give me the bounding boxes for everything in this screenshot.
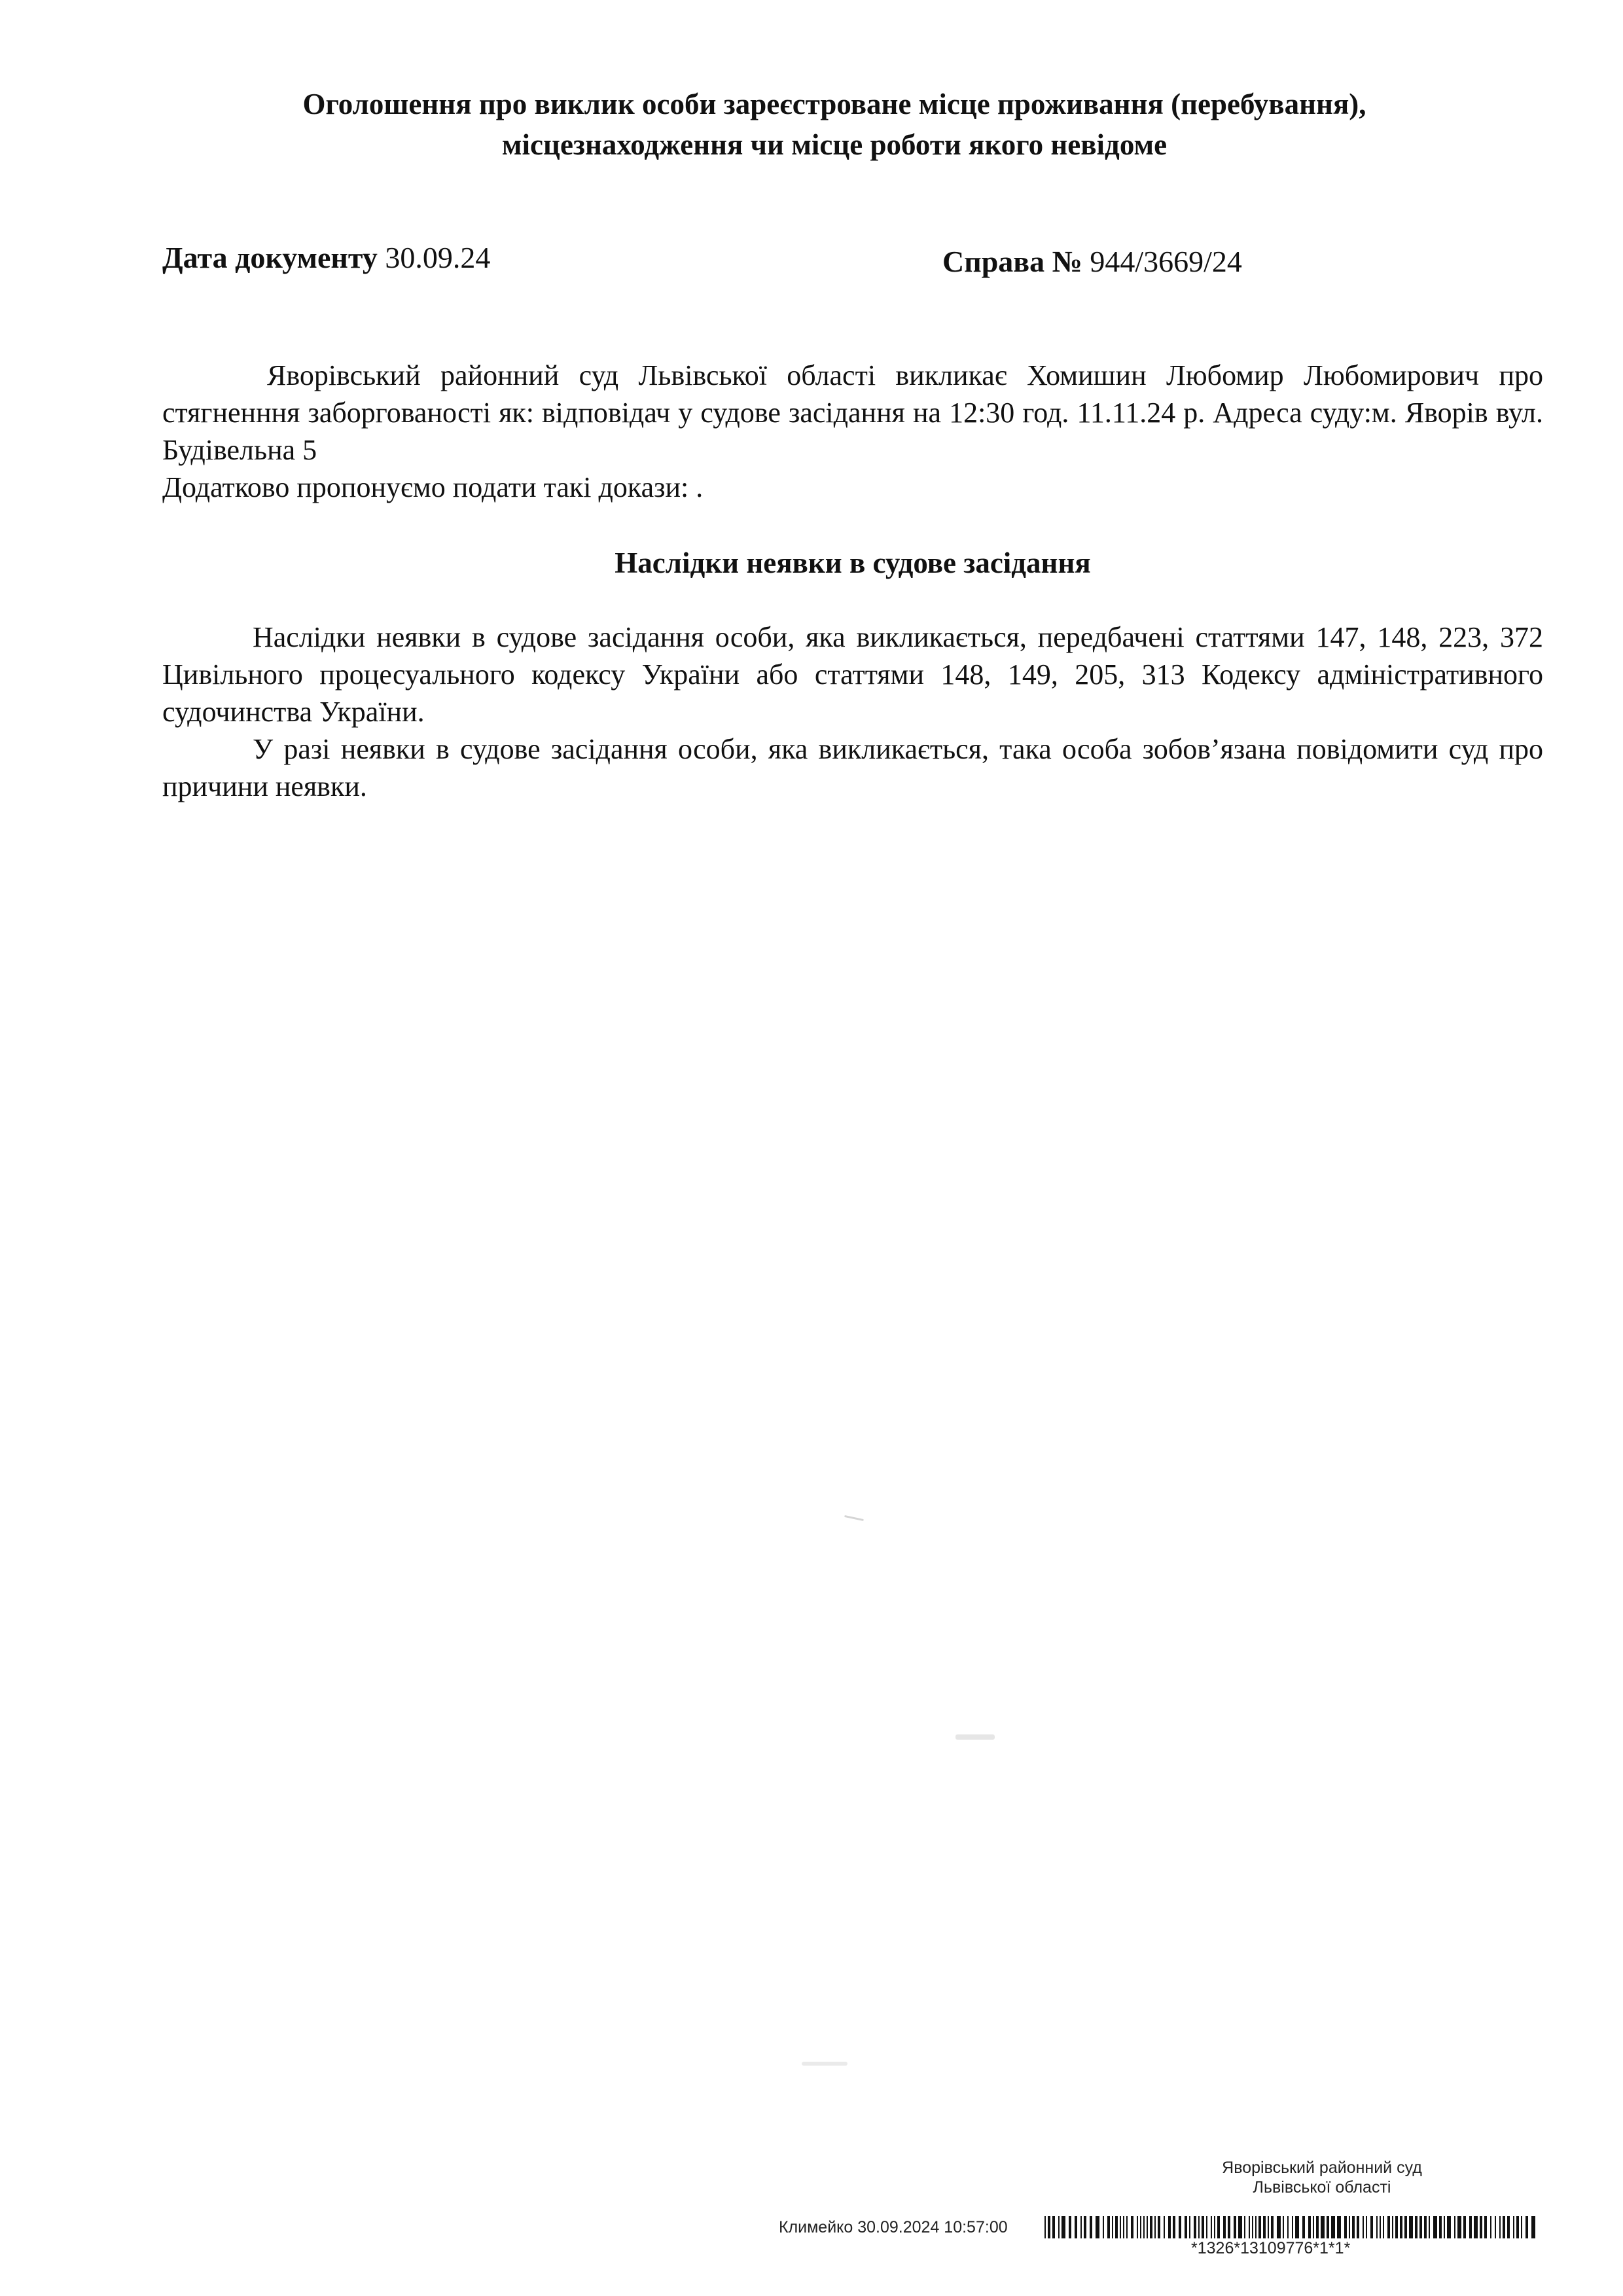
barcode-bar <box>1158 2216 1160 2238</box>
barcode-bar <box>1044 2216 1046 2238</box>
barcode-bar <box>1214 2216 1215 2238</box>
barcode-bar <box>1295 2216 1299 2238</box>
case-label: Справа № <box>942 245 1082 278</box>
case-value: 944/3669/24 <box>1090 245 1242 278</box>
barcode-bar <box>1499 2216 1501 2238</box>
barcode-bar <box>1383 2216 1384 2238</box>
barcode-bar <box>1123 2216 1124 2238</box>
scan-smudge <box>955 1734 995 1740</box>
barcode-bar <box>1480 2216 1482 2238</box>
barcode-bar <box>1140 2216 1141 2238</box>
barcode-bar <box>1313 2216 1314 2238</box>
barcode-bar <box>1131 2216 1133 2238</box>
barcode-bar <box>1069 2216 1071 2238</box>
barcode-bar <box>1112 2216 1113 2238</box>
barcode-bar <box>1115 2216 1118 2238</box>
barcode-bar <box>1344 2216 1347 2238</box>
barcode-bar <box>1349 2216 1350 2238</box>
barcode-bar <box>1507 2216 1510 2238</box>
barcode-bar <box>1484 2216 1487 2238</box>
barcode-bar <box>1271 2216 1274 2238</box>
barcode-bar <box>1217 2216 1220 2238</box>
barcode-bar <box>1075 2216 1077 2238</box>
barcode-bar <box>1252 2216 1253 2238</box>
barcode-bar <box>1147 2216 1148 2238</box>
barcode-bar <box>1255 2216 1257 2238</box>
barcode-bar <box>1048 2216 1050 2238</box>
barcode-bar <box>1080 2216 1082 2238</box>
barcode-bar <box>1189 2216 1190 2238</box>
barcode-bar <box>1061 2216 1065 2238</box>
barcode-bar <box>1419 2216 1422 2238</box>
barcode-bar <box>1120 2216 1121 2238</box>
barcode-bar <box>1244 2216 1245 2238</box>
barcode-bar <box>1096 2216 1099 2238</box>
barcode-bar <box>1292 2216 1293 2238</box>
registration-stamp: Климейко 30.09.2024 10:57:00 <box>779 2218 1008 2236</box>
barcode-bar <box>1206 2216 1207 2238</box>
barcode-bar <box>1363 2216 1364 2238</box>
scan-smudge <box>802 2062 847 2066</box>
summons-text <box>162 357 1543 506</box>
evidence-request: Додатково пропонуємо подати такі докази: . <box>162 471 704 503</box>
case-number <box>942 243 1242 280</box>
barcode-bar <box>1137 2216 1138 2238</box>
barcode-bar <box>1154 2216 1156 2238</box>
barcode-bar <box>1238 2216 1242 2238</box>
barcode-bar <box>1409 2216 1413 2238</box>
title-line-2: місцезнаходження чи місце роботи якого невідоме <box>501 128 1168 161</box>
barcode-bar <box>1173 2216 1175 2238</box>
barcode-bar <box>1444 2216 1445 2238</box>
barcode-bar <box>1287 2216 1289 2238</box>
barcode-bar <box>1283 2216 1284 2238</box>
document-date <box>162 240 490 276</box>
barcode-bar <box>1433 2216 1437 2238</box>
barcode-bar <box>1366 2216 1367 2238</box>
barcode-bar <box>1321 2216 1325 2238</box>
barcode-bar <box>1164 2216 1165 2238</box>
barcode-bar <box>1103 2216 1104 2238</box>
barcode-bar <box>1198 2216 1200 2238</box>
barcode-bar <box>1337 2216 1341 2238</box>
date-value: 30.09.24 <box>385 241 491 274</box>
barcode-bar <box>1513 2216 1514 2238</box>
barcode-bar <box>1469 2216 1472 2238</box>
barcode-bar <box>1525 2216 1528 2238</box>
barcode-bar <box>1316 2216 1319 2238</box>
court-name-line-2: Львівської області <box>1253 2178 1391 2197</box>
barcode-bar <box>1474 2216 1478 2238</box>
barcode-bar <box>1516 2216 1519 2238</box>
barcode-bar <box>1352 2216 1355 2238</box>
barcode-bar <box>1415 2216 1418 2238</box>
barcode-bar <box>1150 2216 1152 2238</box>
barcode-bar <box>1439 2216 1442 2238</box>
barcode-bar <box>1454 2216 1455 2238</box>
barcode-bar <box>1143 2216 1145 2238</box>
summons-paragraph: Яворівський районний суд Львівської області викликає Хомишин Любомир Любомирович про стягненння заборгованості як: відповідач у судове засідання на 12:30 год. 11.11.24 р. Адреса суду:м. Яворів вул. Будівельна 5 <box>162 359 1543 466</box>
consequences-heading: Наслідки неявки в судове засідання <box>615 547 1091 579</box>
barcode-bar <box>1380 2216 1381 2238</box>
barcode-bar <box>1387 2216 1390 2238</box>
barcode-bar <box>1107 2216 1110 2238</box>
court-name-line-1: Яворівський районний суд <box>1222 2159 1422 2177</box>
barcode-bar <box>1308 2216 1311 2238</box>
barcode-bar <box>1400 2216 1402 2238</box>
barcode-bar <box>1202 2216 1204 2238</box>
barcode-bar <box>1404 2216 1407 2238</box>
barcode-bar <box>1211 2216 1212 2238</box>
barcode-bar <box>1052 2216 1055 2238</box>
barcode-bar <box>1447 2216 1451 2238</box>
barcode-bar <box>1249 2216 1250 2238</box>
document-title <box>164 84 1505 165</box>
barcode-bar <box>1521 2216 1522 2238</box>
barcode-bar <box>1277 2216 1281 2238</box>
consequences-paragraph-2: У разі неявки в судове засідання особи, яка викликається, така особа зобов’язана повідомити суд про причини неявки. <box>162 733 1543 802</box>
barcode-bar <box>1223 2216 1226 2238</box>
barcode-bar <box>1424 2216 1427 2238</box>
barcode-bar <box>1194 2216 1196 2238</box>
consequences-text <box>162 619 1543 805</box>
barcode-bar <box>1058 2216 1060 2238</box>
scan-smudge <box>844 1515 864 1521</box>
barcode-bar <box>1531 2216 1535 2238</box>
title-line-1: Оголошення про виклик особи зареєстроване місце проживання (перебування), <box>302 88 1366 120</box>
barcode-bar <box>1126 2216 1128 2238</box>
barcode-bar <box>1370 2216 1373 2238</box>
barcode-bar <box>1429 2216 1430 2238</box>
barcode-bar <box>1084 2216 1086 2238</box>
barcode-bar <box>1457 2216 1461 2238</box>
barcode-bar <box>1357 2216 1359 2238</box>
barcode-bar <box>1327 2216 1329 2238</box>
barcode-bar <box>1234 2216 1236 2238</box>
barcode-bar <box>1258 2216 1261 2238</box>
barcode-code: *1326*13109776*1*1* <box>1191 2239 1351 2257</box>
barcode-bar <box>1090 2216 1092 2238</box>
court-stamp <box>1126 2158 1518 2197</box>
barcode-bar <box>1503 2216 1505 2238</box>
barcode-bar <box>1168 2216 1171 2238</box>
barcode-bar <box>1268 2216 1269 2238</box>
barcode-bar <box>1302 2216 1305 2238</box>
barcode-bar <box>1376 2216 1378 2238</box>
barcode-bar <box>1463 2216 1466 2238</box>
barcode-bar <box>1395 2216 1398 2238</box>
barcode-bar <box>1490 2216 1491 2238</box>
barcode-bar <box>1392 2216 1393 2238</box>
barcode-bar <box>1263 2216 1266 2238</box>
barcode <box>1044 2216 1537 2238</box>
barcode-bar <box>1179 2216 1181 2238</box>
barcode-bar <box>1185 2216 1187 2238</box>
barcode-bar <box>1331 2216 1335 2238</box>
date-label: Дата документу <box>162 241 378 274</box>
barcode-bar <box>1228 2216 1230 2238</box>
barcode-bar <box>1495 2216 1496 2238</box>
consequences-paragraph-1: Наслідки неявки в судове засідання особи, яка викликається, передбачені статтями 147, 148, 223, 372 Цивільного процесуального кодексу України або статтями 148, 149, 205, 313 Кодексу адміністративного судочинства України. <box>162 621 1543 728</box>
